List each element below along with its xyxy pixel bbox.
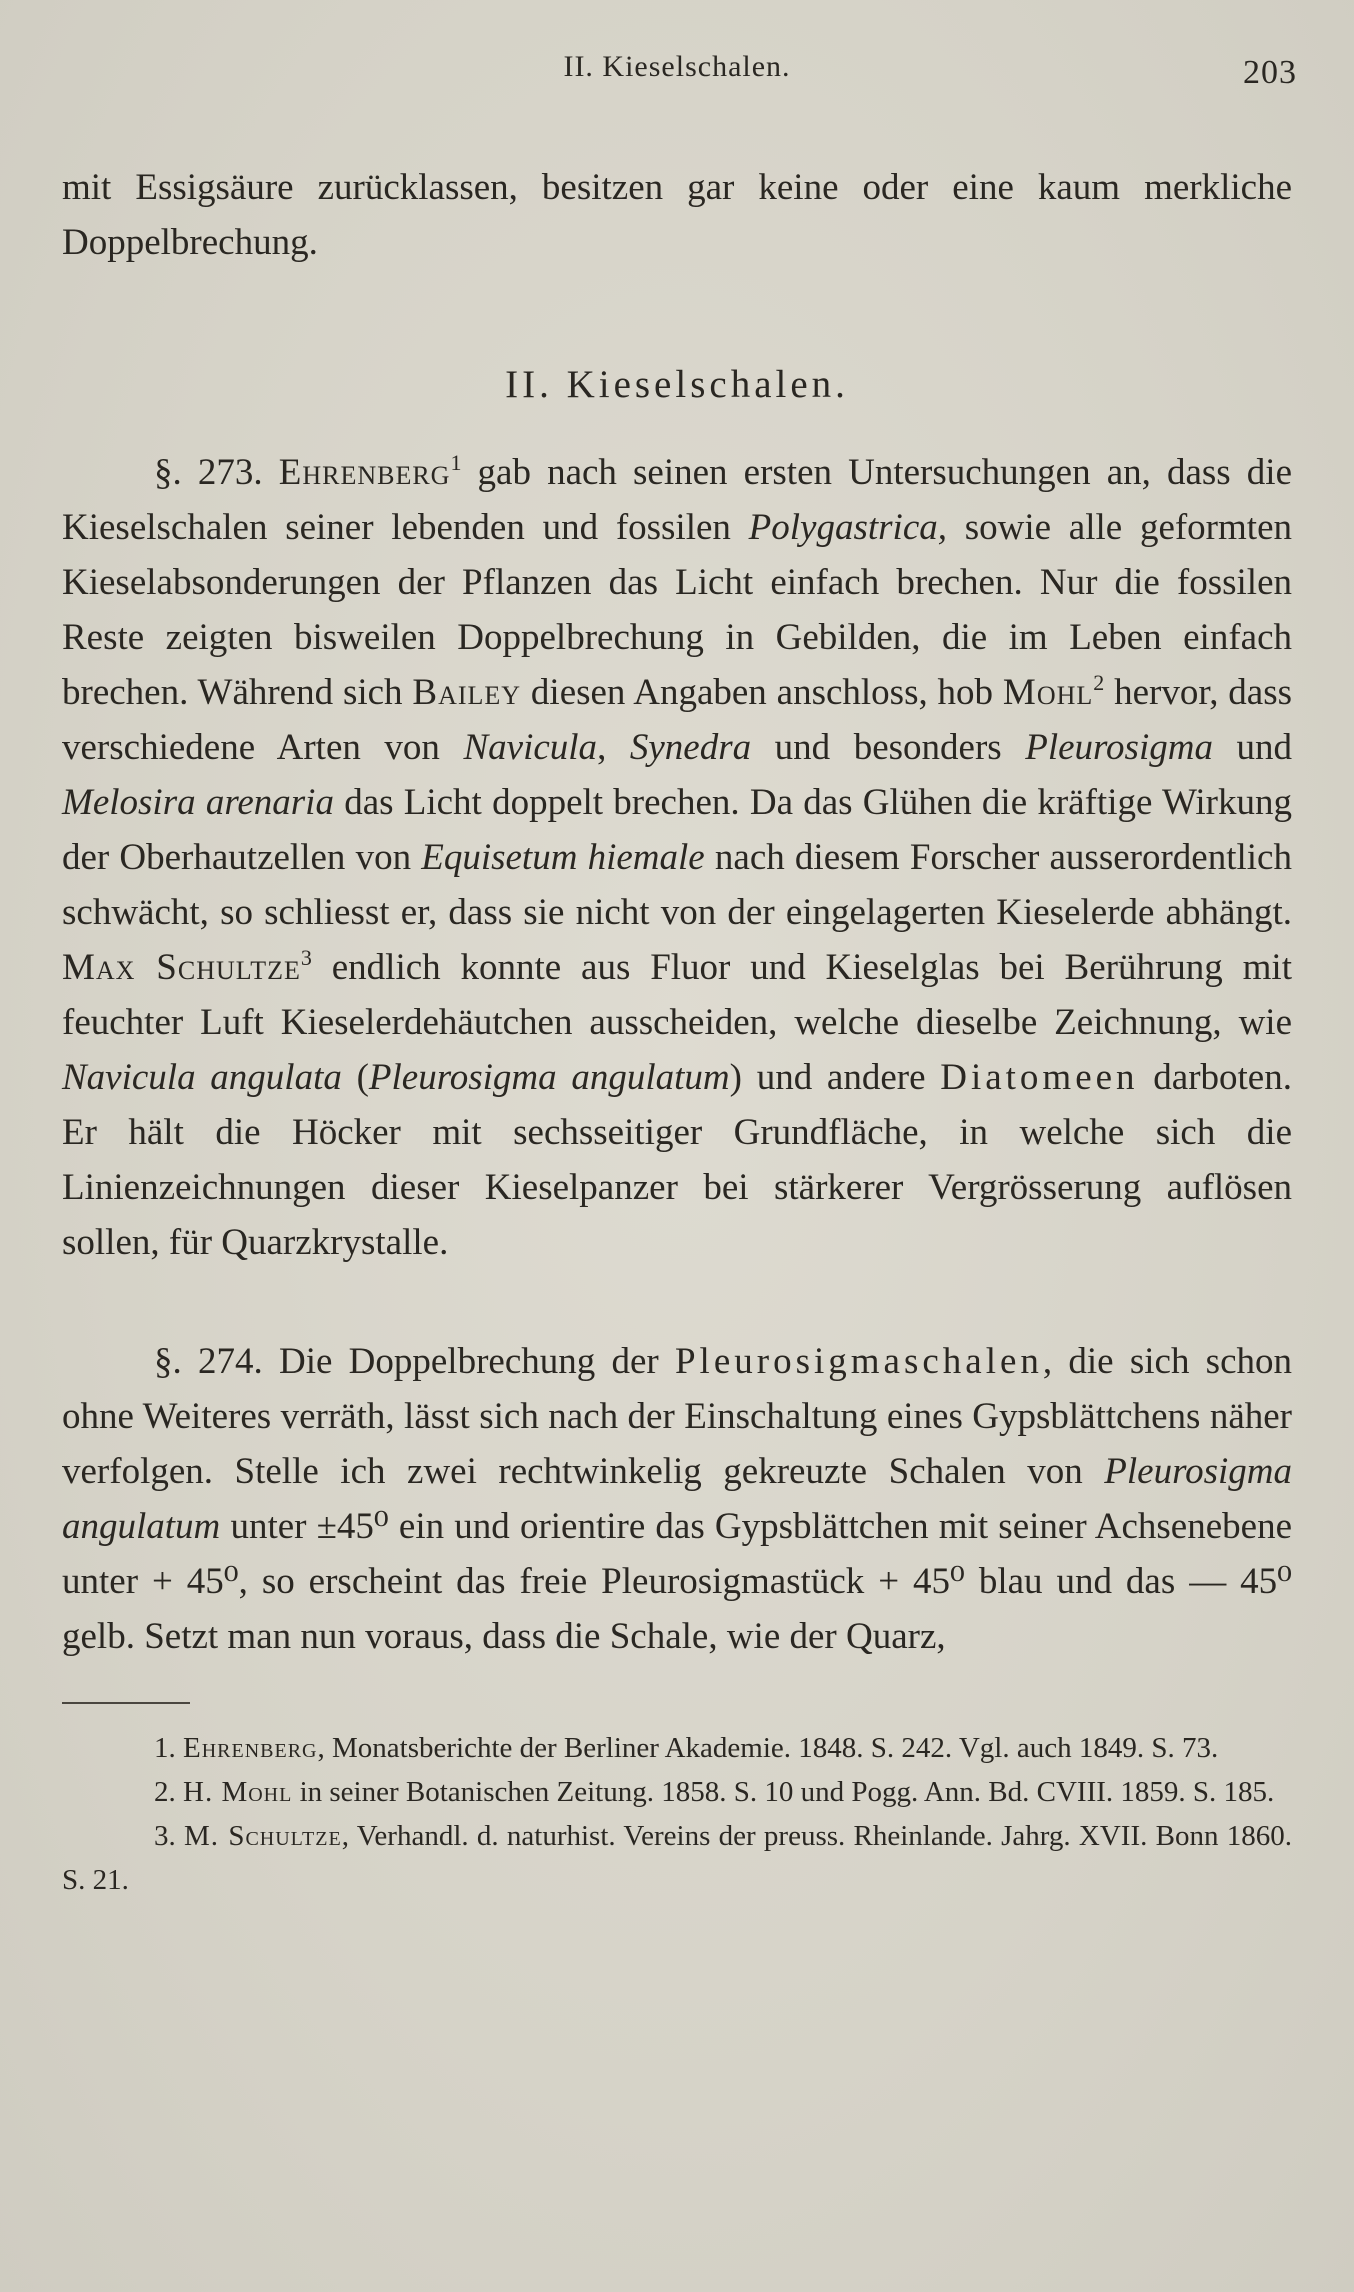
author-name: Ehrenberg bbox=[278, 452, 451, 493]
footnote-ref: 1 bbox=[450, 450, 462, 475]
footnote-text: , Verhandl. d. naturhist. Vereins der preuss. Rheinlande. Jahrg. XVII. Bonn 1860. S. 21. bbox=[62, 1820, 1292, 1896]
footnote-3 bbox=[62, 1814, 1292, 1902]
page-number: 203 bbox=[1243, 54, 1297, 91]
footnote-text: in seiner Botanischen Zeitung. 1858. S. 10 und Pogg. Ann. Bd. CVIII. 1859. S. 185. bbox=[292, 1776, 1275, 1808]
text-run: , die sich schon ohne Weiteres verräth, lässt sich nach der Einschaltung eines Gypsblättchens näher verfolgen. Stelle ich zwei rechtwinkelig gekreuzte Schalen von bbox=[62, 1341, 1293, 1492]
text-run: ) und andere bbox=[729, 1057, 941, 1098]
taxon-name: Pleurosigma bbox=[1025, 727, 1213, 768]
text-run: endlich konnte aus Fluor und Kieselglas bei Berührung mit feuchter Luft Kieselerdehäutchen ausscheiden, welche dieselbe Zeichnung, wie bbox=[62, 947, 1292, 1043]
footnote-number: 1. bbox=[154, 1732, 176, 1764]
author-name: Bailey bbox=[412, 672, 522, 713]
page-content bbox=[62, 40, 1297, 1902]
text-run: ( bbox=[341, 1057, 369, 1098]
text-run: darboten. Er hält die Höcker mit sechsseitiger Grundfläche, in welche sich die Linienzeichnungen dieser Kieselpanzer bei stärkerer Vergrösserung auflösen sollen, für Quarzkrystalle. bbox=[62, 1057, 1292, 1263]
taxon-name: Synedra bbox=[629, 727, 752, 768]
footnote-number: 3. bbox=[154, 1820, 176, 1852]
text-run: das Licht doppelt brechen. Da das Glühen die kräftige Wirkung der Oberhautzellen von bbox=[62, 782, 1293, 878]
taxon-name: Equisetum hiemale bbox=[421, 837, 705, 878]
footnote-author: Ehrenberg bbox=[183, 1732, 318, 1764]
taxon-name: Polygastrica, bbox=[748, 507, 947, 548]
text-run: und bbox=[1212, 727, 1292, 768]
footnote-2 bbox=[62, 1770, 1292, 1814]
taxon-name: Navicula angulata bbox=[62, 1057, 342, 1098]
footnote-ref: 3 bbox=[300, 945, 312, 970]
footnotes bbox=[62, 1726, 1292, 1902]
text-run: unter ±45⁰ ein und orientire das Gypsblättchen mit seiner Achsenebene unter + 45⁰, so erscheint das freie Pleurosigmastück + 45⁰ blau und das — 45⁰ gelb. Setzt man nun voraus, dass die Schale, wie der Quarz, bbox=[62, 1506, 1292, 1657]
paragraph-number: §. 274. bbox=[154, 1341, 263, 1382]
taxon-name: Pleurosigma angulatum bbox=[368, 1057, 730, 1098]
running-head bbox=[62, 40, 1297, 91]
spaced-term: Diatomeen bbox=[940, 1057, 1139, 1098]
taxon-name: Pleurosigma angulatum bbox=[62, 1451, 1292, 1547]
author-name: Max Schultze bbox=[62, 947, 301, 988]
footnote-1 bbox=[62, 1726, 1292, 1770]
opening-paragraph: mit Essigsäure zurücklassen, besitzen gar keine oder eine kaum merkliche Doppelbrechung. bbox=[62, 167, 1292, 263]
text-run: , bbox=[597, 727, 630, 768]
text-run: hervor, dass verschiedene Arten von bbox=[62, 672, 1293, 768]
footnote-number: 2. bbox=[154, 1776, 176, 1808]
text-run: sowie alle geformten Kieselabsonderungen der Pflanzen das Licht einfach brechen. Nur die fossilen Reste zeigten bisweilen Doppelbrechung in Gebilden, die im Leben einfach brechen. Während sich bbox=[62, 507, 1292, 713]
text-run: Die Doppelbrechung der bbox=[262, 1341, 675, 1382]
taxon-name: Melosira arenaria bbox=[62, 782, 334, 823]
footnote-text: , Monatsberichte der Berliner Akademie. 1848. S. 242. Vgl. auch 1849. S. 73. bbox=[317, 1732, 1219, 1764]
author-name: Mohl bbox=[1002, 672, 1094, 713]
footnote-author: M. Schultze bbox=[184, 1820, 342, 1852]
paragraph-number: §. 273. bbox=[154, 452, 263, 493]
text-run: gab nach seinen ersten Untersuchungen an, dass die Kieselschalen seiner lebenden und fossilen bbox=[62, 452, 1293, 548]
paragraph-273 bbox=[62, 445, 1292, 1270]
running-head-title: II. Kieselschalen. bbox=[563, 50, 791, 83]
spaced-term: Pleurosigmaschalen bbox=[674, 1341, 1043, 1382]
footnote-rule bbox=[62, 1702, 190, 1704]
text-run: diesen Angaben anschloss, hob bbox=[521, 672, 1003, 713]
paragraph-274 bbox=[62, 1334, 1292, 1664]
footnote-author: H. Mohl bbox=[183, 1776, 293, 1808]
text-run: nach diesem Forscher ausserordentlich schwächt, so schliesst er, dass sie nicht von der eingelagerten Kieselerde abhängt. bbox=[62, 837, 1292, 933]
taxon-name: Navicula bbox=[463, 727, 598, 768]
text-run: und besonders bbox=[751, 727, 1026, 768]
footnote-ref: 2 bbox=[1093, 670, 1105, 695]
section-heading: II. Kieselschalen. bbox=[505, 363, 849, 406]
